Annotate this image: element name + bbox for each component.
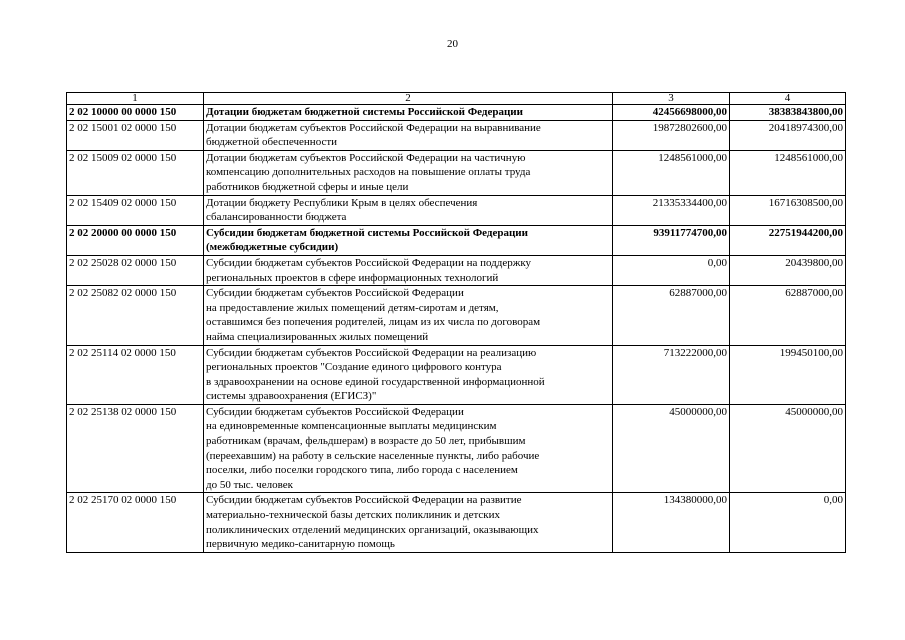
description-cell: Субсидии бюджетам субъектов Российской Федерации на предоставление жилых помещений детям-сиротам и детям, оставшимся без попечения родителей, лицам из их числа по договорам найма специализированных жилых помещений bbox=[204, 286, 613, 345]
amount-column-4-cell: 1248561000,00 bbox=[730, 150, 846, 195]
description-cell: Субсидии бюджетам субъектов Российской Федерации на поддержку региональных проектов в сфере информационных технологий bbox=[204, 255, 613, 285]
description-cell: Субсидии бюджетам субъектов Российской Федерации на реализацию региональных проектов "Создание единого цифрового контура в здравоохранении на основе единой государственной информационной системы здравоохранения (ЕГИСЗ)" bbox=[204, 345, 613, 404]
budget-code-cell: 2 02 15001 02 0000 150 bbox=[67, 120, 204, 150]
description-cell: Субсидии бюджетам бюджетной системы Российской Федерации (межбюджетные субсидии) bbox=[204, 225, 613, 255]
amount-column-3-cell: 62887000,00 bbox=[613, 286, 730, 345]
amount-column-3-cell: 45000000,00 bbox=[613, 404, 730, 493]
table-row bbox=[67, 345, 846, 404]
amount-column-3-cell: 134380000,00 bbox=[613, 493, 730, 552]
table-row bbox=[67, 105, 846, 121]
amount-column-4-cell: 20439800,00 bbox=[730, 255, 846, 285]
description-cell: Субсидии бюджетам субъектов Российской Федерации на единовременные компенсационные выплаты медицинским работникам (врачам, фельдшерам) в возрасте до 50 лет, прибывшим (переехавшим) на работу в сельские населенные пункты, либо рабочие поселки, либо поселки городского типа, либо города с населением до 50 тыс. человек bbox=[204, 404, 613, 493]
description-cell: Дотации бюджетам субъектов Российской Федерации на частичную компенсацию дополнительных расходов на повышение оплаты труда работников бюджетной сферы и иные цели bbox=[204, 150, 613, 195]
table-header-row bbox=[67, 93, 846, 105]
budget-code-cell: 2 02 25170 02 0000 150 bbox=[67, 493, 204, 552]
column-header-3: 3 bbox=[613, 93, 730, 105]
amount-column-4-cell: 45000000,00 bbox=[730, 404, 846, 493]
amount-column-4-cell: 38383843800,00 bbox=[730, 105, 846, 121]
description-cell: Дотации бюджетам субъектов Российской Федерации на выравнивание бюджетной обеспеченности bbox=[204, 120, 613, 150]
amount-column-3-cell: 713222000,00 bbox=[613, 345, 730, 404]
budget-code-cell: 2 02 25138 02 0000 150 bbox=[67, 404, 204, 493]
budget-table bbox=[66, 92, 846, 553]
budget-code-cell: 2 02 25082 02 0000 150 bbox=[67, 286, 204, 345]
column-header-4: 4 bbox=[730, 93, 846, 105]
page-number: 20 bbox=[447, 38, 458, 50]
table-row bbox=[67, 286, 846, 345]
amount-column-4-cell: 22751944200,00 bbox=[730, 225, 846, 255]
table-row bbox=[67, 225, 846, 255]
description-cell: Дотации бюджетам бюджетной системы Российской Федерации bbox=[204, 105, 613, 121]
column-header-2: 2 bbox=[204, 93, 613, 105]
amount-column-3-cell: 21335334400,00 bbox=[613, 195, 730, 225]
amount-column-3-cell: 93911774700,00 bbox=[613, 225, 730, 255]
table-row bbox=[67, 404, 846, 493]
amount-column-4-cell: 16716308500,00 bbox=[730, 195, 846, 225]
budget-code-cell: 2 02 15409 02 0000 150 bbox=[67, 195, 204, 225]
description-cell: Субсидии бюджетам субъектов Российской Федерации на развитие материально-технической базы детских поликлиник и детских поликлинических отделений медицинских организаций, оказывающих первичную медико-санитарную помощь bbox=[204, 493, 613, 552]
amount-column-3-cell: 0,00 bbox=[613, 255, 730, 285]
amount-column-4-cell: 62887000,00 bbox=[730, 286, 846, 345]
amount-column-3-cell: 42456698000,00 bbox=[613, 105, 730, 121]
column-header-1: 1 bbox=[67, 93, 204, 105]
budget-code-cell: 2 02 25114 02 0000 150 bbox=[67, 345, 204, 404]
table-row bbox=[67, 493, 846, 552]
budget-code-cell: 2 02 20000 00 0000 150 bbox=[67, 225, 204, 255]
table-row bbox=[67, 150, 846, 195]
budget-code-cell: 2 02 15009 02 0000 150 bbox=[67, 150, 204, 195]
table-row bbox=[67, 120, 846, 150]
description-cell: Дотации бюджету Республики Крым в целях обеспечения сбалансированности бюджета bbox=[204, 195, 613, 225]
amount-column-4-cell: 199450100,00 bbox=[730, 345, 846, 404]
budget-code-cell: 2 02 10000 00 0000 150 bbox=[67, 105, 204, 121]
table-row bbox=[67, 255, 846, 285]
amount-column-3-cell: 19872802600,00 bbox=[613, 120, 730, 150]
amount-column-4-cell: 20418974300,00 bbox=[730, 120, 846, 150]
amount-column-4-cell: 0,00 bbox=[730, 493, 846, 552]
budget-code-cell: 2 02 25028 02 0000 150 bbox=[67, 255, 204, 285]
amount-column-3-cell: 1248561000,00 bbox=[613, 150, 730, 195]
table-row bbox=[67, 195, 846, 225]
